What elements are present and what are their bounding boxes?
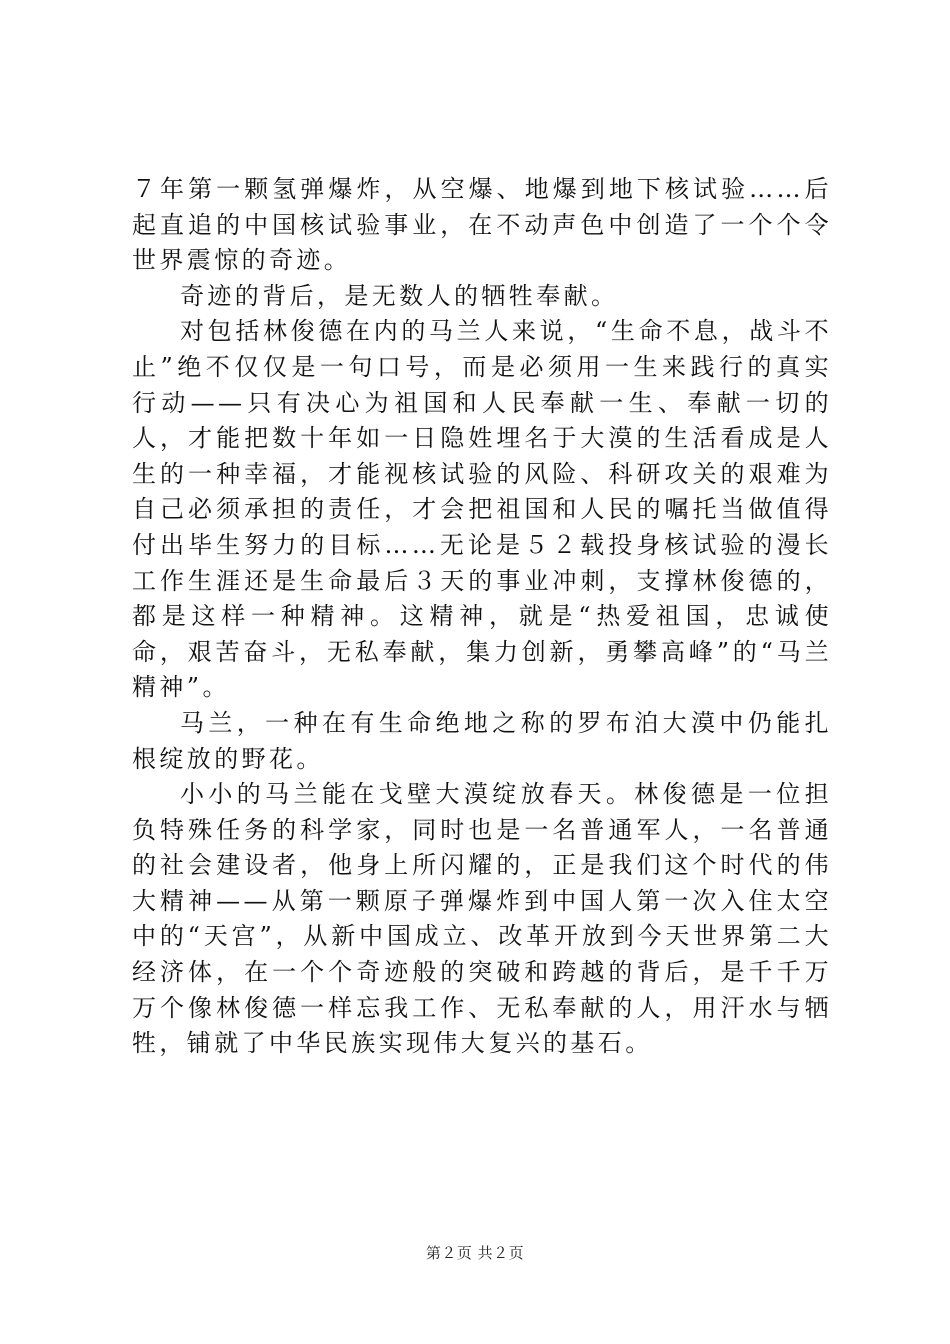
page-number-footer: 第２页 共２页 bbox=[425, 1244, 525, 1262]
paragraph-5: 小小的马兰能在戈壁大漠绽放春天。林俊德是一位担负特殊任务的科学家，同时也是一名普通军人，一名普通的社会建设者，他身上所闪耀的，正是我们这个时代的伟大精神——从第一颗原子弹爆炸到中国人第一次入住太空中的“天宫”，从新中国成立、改革开放到今天世界第二大经济体，在一个个奇迹般的突破和跨越的背后，是千千万万个像林俊德一样忘我工作、无私奉献的人，用汗水与牺牲，铺就了中华民族实现伟大复兴的基石。 bbox=[132, 780, 832, 1058]
document-body bbox=[132, 172, 832, 1062]
paragraph-3: 对包括林俊德在内的马兰人来说，“生命不息，战斗不止”绝不仅仅是一句口号，而是必须用一生来践行的真实行动——只有决心为祖国和人民奉献一生、奉献一切的人，才能把数十年如一日隐姓埋名于大漠的生活看成是人生的一种幸福，才能视核试验的风险、科研攻关的艰难为自己必须承担的责任，才会把祖国和人民的嘱托当做值得付出毕生努力的目标……无论是５２载投身核试验的漫长工作生涯还是生命最后３天的事业冲刺，支撑林俊德的，都是这样一种精神。这精神，就是“热爱祖国，忠诚使命，艰苦奋斗，无私奉献，集力创新，勇攀高峰”的“马兰精神”。 bbox=[132, 317, 832, 702]
paragraph-2: 奇迹的背后，是无数人的牺牲奉献。 bbox=[180, 281, 619, 310]
paragraph-1: ７年第一颗氢弹爆炸，从空爆、地爆到地下核试验……后起直追的中国核试验事业，在不动声色中创造了一个个令世界震惊的奇迹。 bbox=[132, 175, 832, 275]
paragraph-4: 马兰，一种在有生命绝地之称的罗布泊大漠中仍能扎根绽放的野花。 bbox=[132, 708, 832, 773]
